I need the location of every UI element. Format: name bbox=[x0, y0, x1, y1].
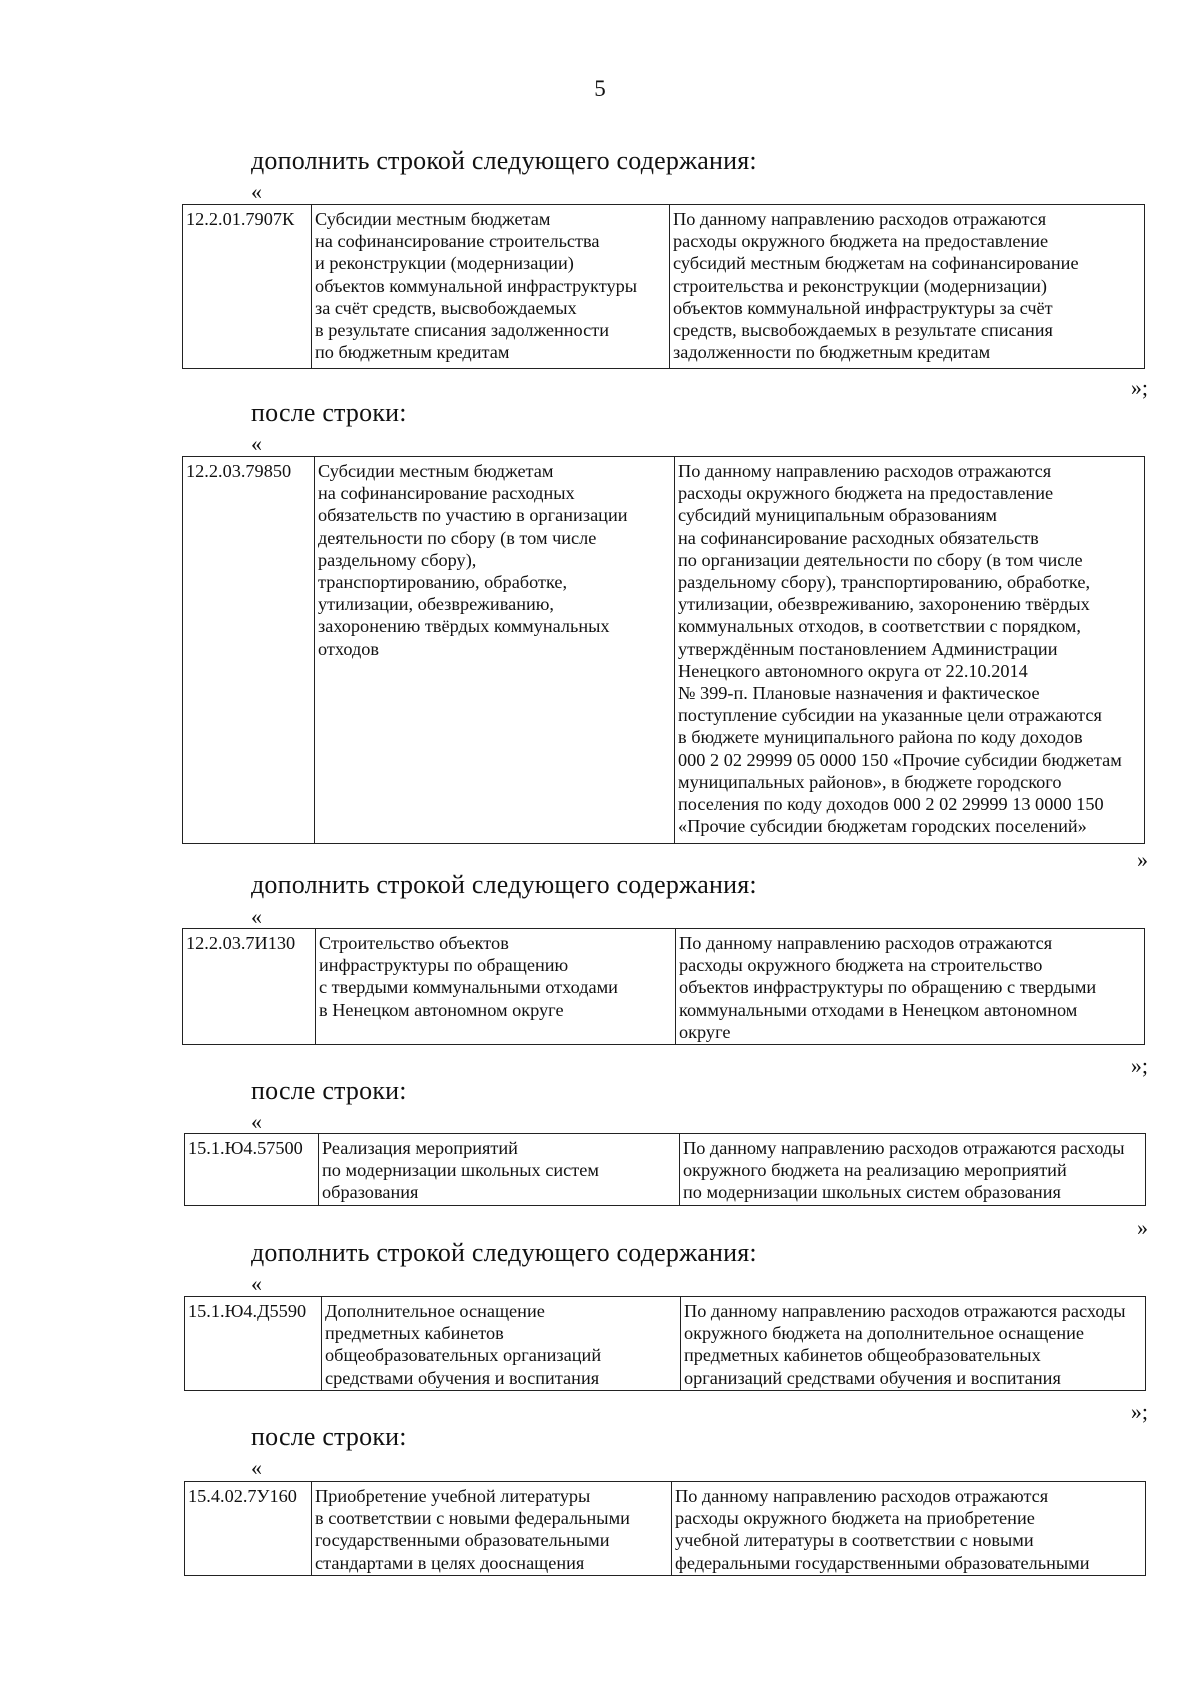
expense-name-cell: Строительство объектов инфраструктуры по обращению с твердыми коммунальными отходами в Ненецком автономном округе bbox=[316, 929, 676, 1045]
expense-description-cell: По данному направлению расходов отражаются расходы окружного бюджета на предоставление субсидий местным бюджетам на софинансирование строительства и реконструкции (модернизации) объектов коммунальной инфраструктуры за счёт средств, высвобождаемых в результате списания задолженности по бюджетным кредитам bbox=[670, 205, 1145, 369]
opening-quote: « bbox=[251, 1271, 262, 1296]
table-row bbox=[183, 929, 1145, 1045]
expense-code-cell: 12.2.01.7907К bbox=[183, 205, 312, 369]
section-heading: после строки: bbox=[251, 1076, 407, 1105]
expense-description-cell: По данному направлению расходов отражаются расходы окружного бюджета на строительство объектов инфраструктуры по обращению с твердыми коммунальными отходами в Ненецком автономном округе bbox=[676, 929, 1145, 1045]
budget-table bbox=[184, 1481, 1146, 1576]
budget-table bbox=[182, 456, 1145, 844]
table-row bbox=[183, 205, 1145, 369]
table-row bbox=[185, 1134, 1146, 1206]
budget-table bbox=[184, 1296, 1146, 1391]
expense-code-cell: 12.2.03.7И130 bbox=[183, 929, 316, 1045]
opening-quote: « bbox=[251, 179, 262, 204]
expense-code-cell: 15.1.Ю4.Д5590 bbox=[185, 1297, 322, 1391]
expense-name-cell: Дополнительное оснащение предметных кабинетов общеобразовательных организаций средствами обучения и воспитания bbox=[322, 1297, 681, 1391]
section-heading: дополнить строкой следующего содержания: bbox=[251, 870, 757, 899]
table-row bbox=[185, 1482, 1146, 1576]
expense-description-cell: По данному направлению расходов отражаются расходы окружного бюджета на приобретение учебной литературы в соответствии с новыми федеральными государственными образовательными bbox=[672, 1482, 1146, 1576]
closing-quote: » bbox=[1137, 1215, 1148, 1240]
budget-table bbox=[182, 928, 1145, 1045]
closing-quote: »; bbox=[1130, 375, 1148, 400]
expense-name-cell: Субсидии местным бюджетам на софинансирование строительства и реконструкции (модернизации) объектов коммунальной инфраструктуры за счёт средств, высвобождаемых в результате списания задолженности по бюджетным кредитам bbox=[312, 205, 670, 369]
section-heading: дополнить строкой следующего содержания: bbox=[251, 146, 757, 175]
expense-description-cell: По данному направлению расходов отражаются расходы окружного бюджета на дополнительное оснащение предметных кабинетов общеобразовательных организаций средствами обучения и воспитания bbox=[681, 1297, 1146, 1391]
expense-name-cell: Реализация мероприятий по модернизации школьных систем образования bbox=[319, 1134, 680, 1206]
table-row bbox=[185, 1297, 1146, 1391]
opening-quote: « bbox=[251, 1109, 262, 1134]
closing-quote: »; bbox=[1130, 1399, 1148, 1424]
budget-table bbox=[182, 204, 1145, 369]
opening-quote: « bbox=[251, 431, 262, 456]
section-heading: после строки: bbox=[251, 398, 407, 427]
opening-quote: « bbox=[251, 1455, 262, 1480]
section-heading: после строки: bbox=[251, 1422, 407, 1451]
expense-code-cell: 12.2.03.79850 bbox=[183, 457, 315, 844]
expense-code-cell: 15.1.Ю4.57500 bbox=[185, 1134, 319, 1206]
budget-table bbox=[184, 1133, 1146, 1206]
table-row bbox=[183, 457, 1145, 844]
expense-description-cell: По данному направлению расходов отражаются расходы окружного бюджета на предоставление субсидий муниципальным образованиям на софинансирование расходных обязательств по организации деятельности по сбору (в том числе раздельному сбору), транспортированию, обработке, утилизации, обезвреживанию, захоронению твёрдых коммунальных отходов, в соответствии с порядком, утверждённым постановлением Администрации Ненецкого автономного округа от 22.10.2014 № 399-п. Плановые назначения и фактическое поступление субсидии на указанные цели отражаются в бюджете муниципального района по коду доходов 000 2 02 29999 05 0000 150 «Прочие субсидии бюджетам муниципальных районов», в бюджете городского поселения по коду доходов 000 2 02 29999 13 0000 150 «Прочие субсидии бюджетам городских поселений» bbox=[675, 457, 1145, 844]
expense-code-cell: 15.4.02.7У160 bbox=[185, 1482, 312, 1576]
closing-quote: » bbox=[1137, 847, 1148, 872]
section-heading: дополнить строкой следующего содержания: bbox=[251, 1238, 757, 1267]
expense-name-cell: Приобретение учебной литературы в соответствии с новыми федеральными государственными образовательными стандартами в целях дооснащения bbox=[312, 1482, 672, 1576]
expense-name-cell: Субсидии местным бюджетам на софинансирование расходных обязательств по участию в организации деятельности по сбору (в том числе раздельному сбору), транспортированию, обработке, утилизации, обезвреживанию, захоронению твёрдых коммунальных отходов bbox=[315, 457, 675, 844]
opening-quote: « bbox=[251, 904, 262, 929]
closing-quote: »; bbox=[1130, 1053, 1148, 1078]
expense-description-cell: По данному направлению расходов отражаются расходы окружного бюджета на реализацию мероприятий по модернизации школьных систем образования bbox=[680, 1134, 1146, 1206]
page-number: 5 bbox=[594, 76, 606, 101]
